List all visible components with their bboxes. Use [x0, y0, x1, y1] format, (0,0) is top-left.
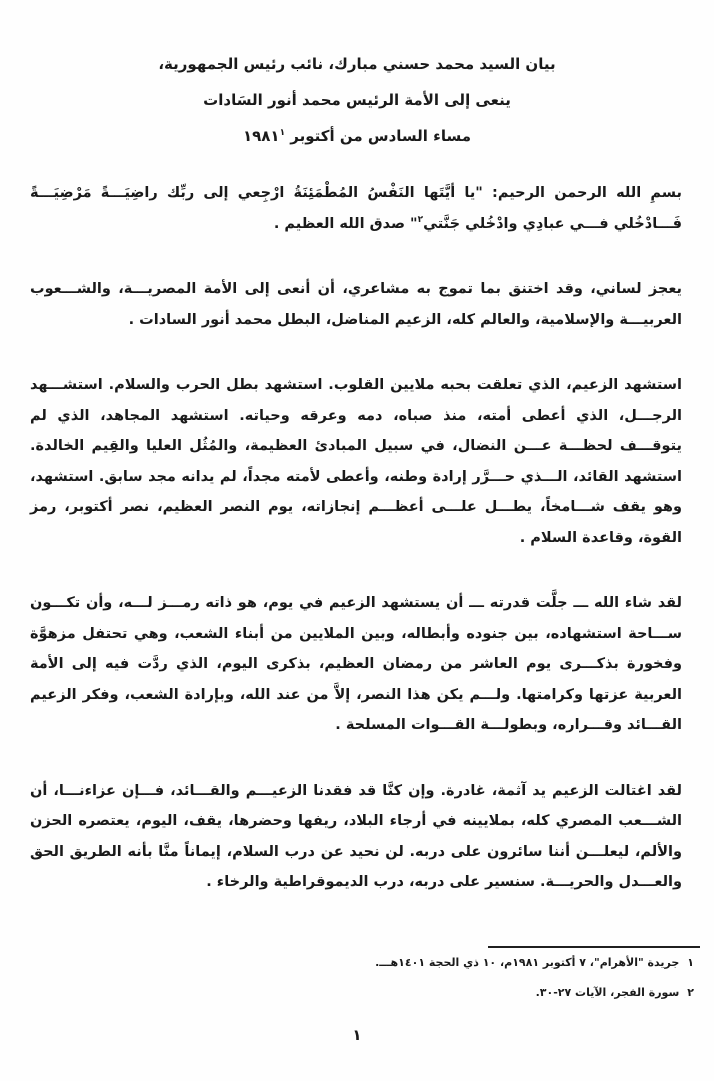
- footnote-1: [370, 948, 700, 978]
- quran-verse-closing: " صدق الله العظيم .: [273, 215, 418, 232]
- paragraph-eulogy-intro: يعجز لساني، وقد اختنق بما تموج به مشاعري، أن أنعى إلى الأمة المصريـــة، والشـــعوب العربيـــة والإسلامية، والعالم كله، الزعيم المناضل، البطل محمد أنور السادات .: [30, 281, 682, 328]
- title-line-date: [0, 118, 714, 154]
- footnote-1-text: جريدة "الأهرام"، ٧ أكتوبر ١٩٨١م، ١٠ ذي الحجة ١٤٠١هـــ.: [375, 956, 680, 969]
- document-title: [0, 46, 714, 154]
- footnote-2-text: سورة الفجر، الآيات ٢٧-٣٠.: [535, 986, 680, 999]
- paragraph-martyrdom: استشهد الزعيم، الذي تعلقت بحبه ملايين القلوب. استشهد بطل الحرب والسلام. استشـــهد الرجـــل، الذي أعطى أمته، منذ صباه، دمه وعرقه وحياته. استشهد المجاهد، الذي لم يتوقـــف لحظـــة عـــن النضال، في سبيل المبادئ العظيمة، والمُثُل العليا والقِيم الخالدة. استشهد القائد، الـــذي حـــرَّر إرادة وطنه، وأعطى لأمته مجداً، لم يدانه مجد سابق. استشهد، وهو يقف شـــامخاً، يطـــل علـــى أعظـــم إنجازاته، يوم النصر العظيم، نصر أكتوبر، رمز القوة، وقاعدة السلام .: [30, 377, 682, 546]
- title-line-statement: بيان السيد محمد حسني مبارك، نائب رئيس الجمهورية،: [158, 55, 556, 73]
- footnote-reference-2: ٢: [417, 214, 424, 225]
- footnote-2-marker: ٢: [687, 986, 694, 999]
- footnote-reference-1: ١: [279, 128, 286, 138]
- document-body: [30, 178, 682, 933]
- footnotes-section: [370, 946, 700, 1008]
- quran-verse-text: بسمِ الله الرحمن الرحيم: "يا أيَّتَها النَفْسُ المُطْمَئِنَةُ ارْجِعي إلى ربِّك راضِيَـــةً مَرْضِيَـــةً فَـــادْخُلي فـــي عبادِي وادْخُلي جَنَّتي: [30, 185, 682, 232]
- paragraph-assassination-pledge: لقد اغتالت الزعيم يد آثمة، غادرة. وإن كنَّا قد فقدنا الزعيـــم والقـــائد، فـــإن عزاءنـــا، أن الشـــعب المصري كله، بملايينه في أرجاء البلاد، ريفها وحضرها، يقف، اليوم، يعتصره الحزن والألم، ليعلـــن أننا سائرون على دربه. لن نحيد عن درب السلام، إيماناً منَّا بأنه الطريق الحق والعـــدل والحريـــة. سنسير على دربه، درب الديموقراطية والرخاء .: [30, 782, 682, 890]
- title-date-text: مساء السادس من أكتوبر ١٩٨١: [242, 127, 472, 145]
- footnote-1-marker: ١: [687, 956, 694, 969]
- footnote-2: [370, 978, 700, 1008]
- page-number: ١: [352, 1026, 362, 1044]
- paragraph-victory-day: لقد شاء الله ـــ جلَّت قدرته ـــ أن يستشهد الزعيم في يوم، هو ذاته رمـــز لـــه، وأن تكـــون ســـاحة استشهاده، بين جنوده وأبطاله، وبين الملايين من أبناء الشعب، وهي تحتفل مزهوَّة وفخورة بذكـــرى يوم العاشر من رمضان العظيم، بذكرى اليوم، الذي ردَّت فيه إلى الأمة العربية عزتها وكرامتها. ولـــم يكن هذا النصر، إلاَّ من عند الله، وبإرادة الشعب، وفكر الزعيم القـــائد وقـــراره، وبطولـــة القـــوات المسلحة .: [30, 595, 682, 733]
- paragraph-basmala-quran-verse: [30, 178, 682, 239]
- title-line-mourning: ينعى إلى الأمة الرئيس محمد أنور السَادات: [203, 91, 511, 109]
